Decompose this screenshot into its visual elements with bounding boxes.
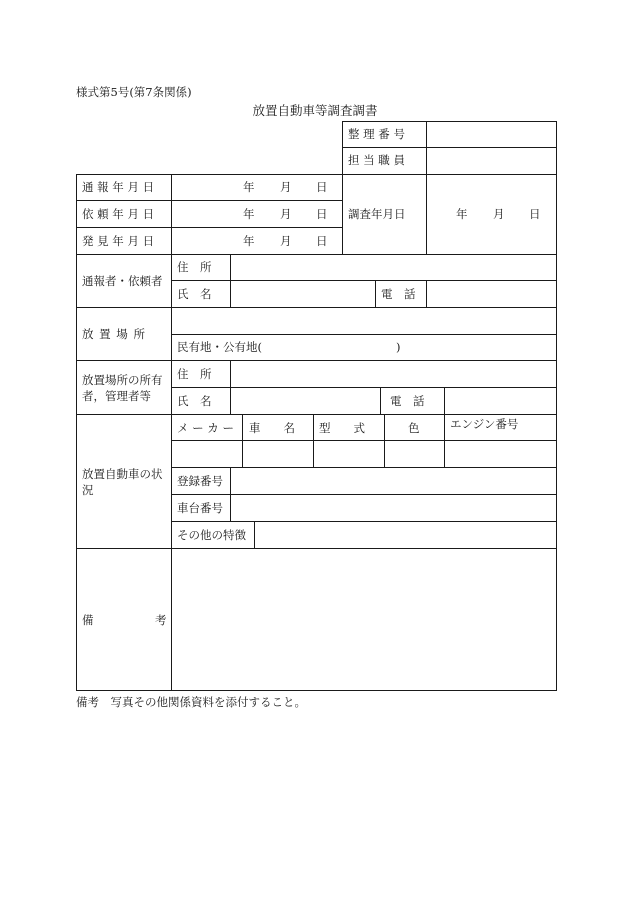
location-field[interactable] <box>172 308 556 334</box>
vehicle-section-label-line1: 放置自動車の状 <box>82 467 163 481</box>
request-year-unit: 年 <box>243 207 255 221</box>
color-field[interactable] <box>385 441 444 467</box>
other-features-field[interactable] <box>255 522 556 548</box>
footer-note: 備考 写真その他関係資料を添付すること。 <box>76 695 306 709</box>
remarks-field[interactable] <box>172 549 556 690</box>
form-number: 様式第5号(第7条関係) <box>76 85 192 99</box>
registration-number-field[interactable] <box>231 468 556 494</box>
owner-address-label: 住 所 <box>177 367 212 381</box>
reporter-phone-label: 電 話 <box>381 287 416 301</box>
vehicle-section-label-line2: 況 <box>82 483 94 497</box>
page-title: 放置自動車等調査調書 <box>252 103 378 118</box>
staff-label: 担 当 職 員 <box>348 153 405 167</box>
report-date-label: 通 報 年 月 日 <box>82 180 155 194</box>
owner-name-field[interactable] <box>231 388 380 414</box>
request-date-label: 依 頼 年 月 日 <box>82 207 155 221</box>
discovery-day-unit: 日 <box>316 234 328 248</box>
reporter-name-field[interactable] <box>231 281 375 307</box>
report-day-unit: 日 <box>316 180 328 194</box>
reporter-phone-field[interactable] <box>427 281 556 307</box>
survey-month-unit: 月 <box>493 207 505 221</box>
owner-section-label-line1: 放置場所の所有 <box>82 373 163 387</box>
reporter-name-label: 氏 名 <box>177 287 212 301</box>
remarks-label-left: 備 <box>82 613 94 627</box>
staff-field[interactable] <box>427 148 556 173</box>
registration-number-label: 登録番号 <box>177 474 223 488</box>
discovery-date-label: 発 見 年 月 日 <box>82 234 155 248</box>
discovery-month-unit: 月 <box>280 234 292 248</box>
car-name-field[interactable] <box>243 441 313 467</box>
survey-date-label: 調査年月日 <box>348 207 406 221</box>
reporter-section-label: 通報者・依頼者 <box>82 274 163 288</box>
owner-address-field[interactable] <box>231 361 556 387</box>
owner-name-label: 氏 名 <box>177 394 212 408</box>
reference-number-label: 整 理 番 号 <box>348 127 405 141</box>
location-section-label: 放 置 場 所 <box>82 327 146 341</box>
owner-phone-field[interactable] <box>445 388 556 414</box>
owner-section-label-line2: 者，管理者等 <box>82 389 151 403</box>
land-type-label: 民有地・公有地( <box>177 340 262 354</box>
report-year-unit: 年 <box>243 180 255 194</box>
engine-number-label: エンジン番号 <box>450 417 519 431</box>
request-month-unit: 月 <box>280 207 292 221</box>
land-type-close: ) <box>396 340 401 354</box>
chassis-number-field[interactable] <box>231 495 556 521</box>
discovery-year-unit: 年 <box>243 234 255 248</box>
model-field[interactable] <box>314 441 384 467</box>
reference-number-field[interactable] <box>427 122 556 147</box>
model-label: 型 式 <box>319 421 365 435</box>
reporter-address-label: 住 所 <box>177 260 212 274</box>
remarks-label-right: 考 <box>155 613 167 627</box>
request-day-unit: 日 <box>316 207 328 221</box>
report-month-unit: 月 <box>280 180 292 194</box>
survey-day-unit: 日 <box>529 207 541 221</box>
maker-field[interactable] <box>172 441 242 467</box>
color-label: 色 <box>408 421 420 435</box>
engine-number-field[interactable] <box>445 441 556 467</box>
reporter-address-field[interactable] <box>231 255 556 280</box>
chassis-number-label: 車台番号 <box>177 501 223 515</box>
car-name-label: 車 名 <box>249 421 295 435</box>
maker-label: メ ー カ ー <box>177 421 234 435</box>
survey-year-unit: 年 <box>456 207 468 221</box>
owner-phone-label: 電 話 <box>390 394 425 408</box>
other-features-label: その他の特徴 <box>177 528 246 542</box>
